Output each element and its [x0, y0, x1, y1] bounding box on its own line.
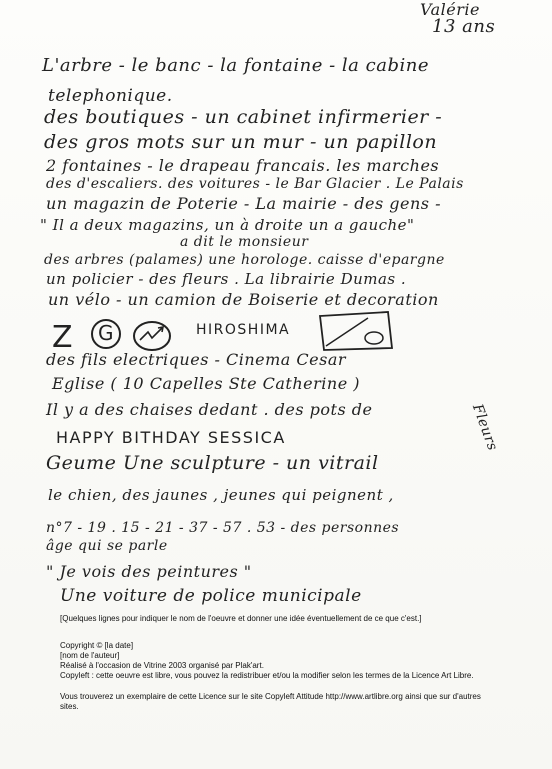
handwritten-line: Fleurs	[468, 402, 501, 453]
handwritten-line: le chien, des jaunes , jeunes qui peignent ,	[48, 486, 394, 504]
author-age: 13 ans	[432, 16, 496, 37]
occasion-text: Réalisé à l'occasion de Vitrine 2003 organisé par Plak'art.	[60, 661, 264, 670]
handwritten-line: a dit le monsieur	[180, 234, 309, 250]
handwritten-line: " Je vois des peintures "	[46, 562, 252, 581]
handwritten-line: un magazin de Poterie - La mairie - des gens -	[46, 194, 441, 213]
handwritten-line: un vélo - un camion de Boiserie et decoration	[48, 290, 439, 309]
handwritten-line: Une voiture de police municipale	[60, 586, 362, 606]
handwritten-line: Il y a des chaises dedant . des pots de	[46, 400, 373, 419]
handwritten-line: HIROSHIMA	[196, 322, 291, 338]
handwritten-line: 2 fontaines - le drapeau francais. les marches	[46, 156, 440, 175]
handwritten-line: des fils electriques - Cinema Cesar	[46, 350, 347, 369]
handwritten-line: Geume Une sculpture - un vitrail	[46, 452, 379, 474]
author-placeholder: [nom de l'auteur]	[60, 651, 120, 660]
handwritten-line: " Il a deux magazins, un à droite un a gauche"	[40, 216, 415, 234]
handwritten-line: L'arbre - le banc - la fontaine - la cabine	[42, 55, 429, 76]
availability-text: Vous trouverez un exemplaire de cette Licence sur le site Copyleft Attitude http://www.artlibre.org ainsi que sur d'autres sites.	[60, 692, 481, 711]
license-text: Copyleft : cette oeuvre est libre, vous pouvez la redistribuer et/ou la modifier selon les termes de la Licence Art Libre.	[60, 671, 474, 680]
handwritten-line: Eglise ( 10 Capelles Ste Catherine )	[52, 374, 360, 393]
instruction-text: [Quelques lignes pour indiquer le nom de l'oeuvre et donner une idée éventuellement de ce que c'est.]	[60, 614, 422, 623]
copyright-text: Copyright © [la date]	[60, 641, 134, 650]
handwritten-line: des gros mots sur un mur - un papillon	[44, 131, 438, 153]
handwritten-line: des boutiques - un cabinet infirmerier -	[44, 106, 443, 128]
sketch-letter-z: Z	[52, 320, 75, 355]
handwritten-line: telephonique.	[48, 86, 173, 106]
handwritten-line: HAPPY BITHDAY SESSICA	[56, 428, 286, 447]
handwritten-line: des arbres (palames) une horologe. caisse d'epargne	[44, 252, 445, 268]
handwritten-line: âge qui se parle	[46, 538, 168, 554]
handwritten-line: n°7 - 19 . 15 - 21 - 37 - 57 . 53 - des personnes	[46, 520, 400, 536]
author-name: Valérie	[420, 0, 480, 19]
handwritten-line: des d'escaliers. des voitures - le Bar Glacier . Le Palais	[46, 176, 464, 192]
handwritten-line: un policier - des fleurs . La librairie Dumas .	[46, 270, 407, 288]
sketch-letter-g: G	[98, 321, 115, 345]
